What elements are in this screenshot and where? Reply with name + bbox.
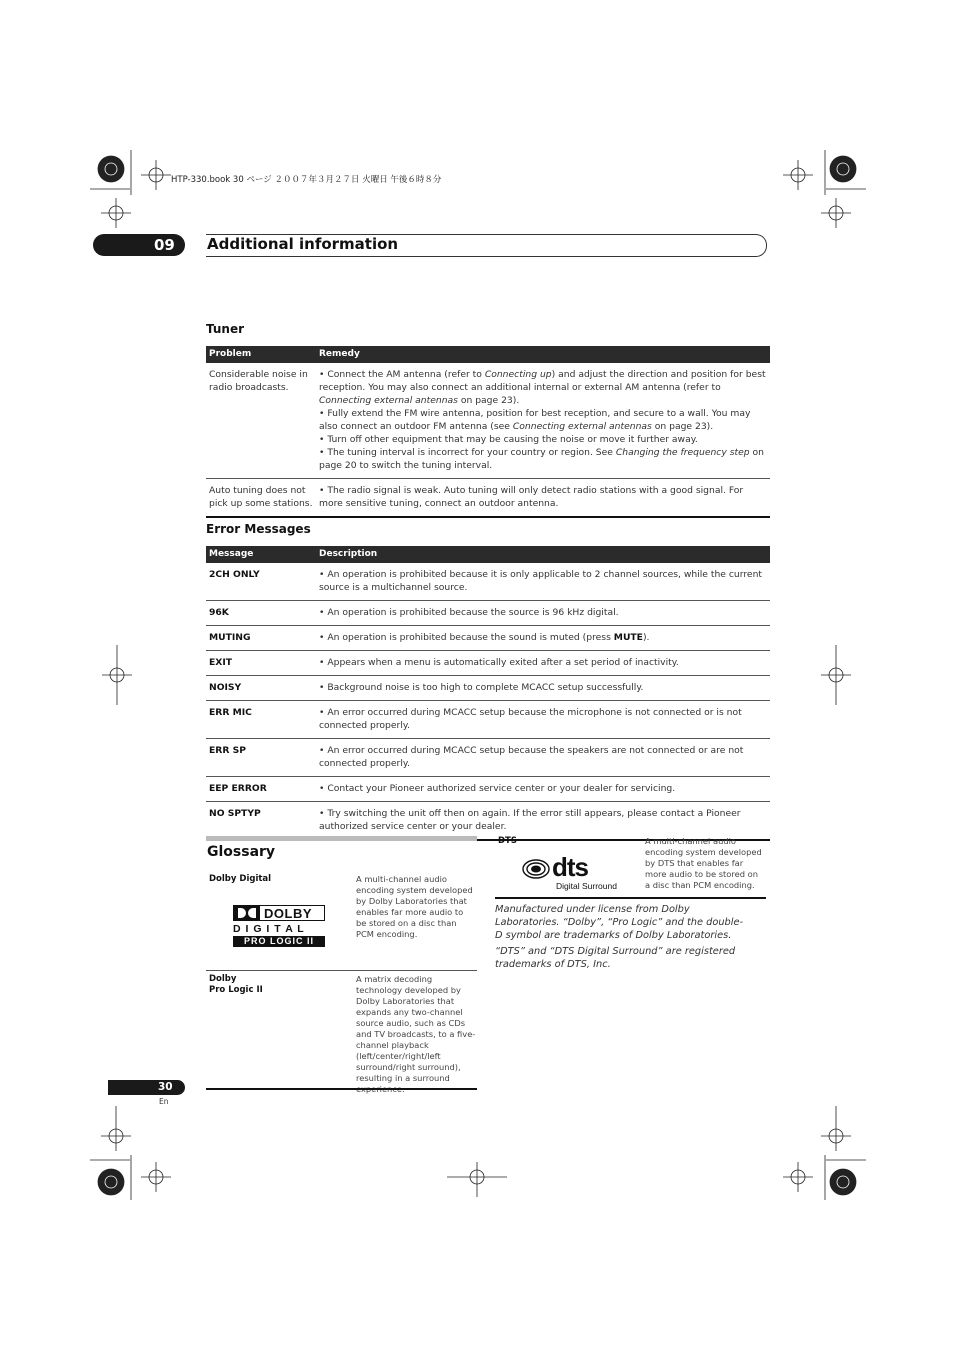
description-cell: • An error occurred during MCACC setup because the microphone is not connected or is not connected properly. [316,701,770,739]
glossary-desc-dolby-digital: A multi-channel audio encoding system developed by Dolby Laboratories that enables far more audio to be stored on a disc than PCM encoding. [356,874,473,939]
tuner-heading: Tuner [206,322,245,336]
glossary-divider [206,970,477,971]
message-cell: NO SPTYP [206,802,316,841]
message-cell: ERR SP [206,739,316,777]
dts-trademark-note: “DTS” and “DTS Digital Surround” are registered trademarks of DTS, Inc. [495,946,736,970]
table-header-row [206,346,770,363]
message-cell: 96K [206,601,316,626]
table-row [206,651,770,676]
column-header-problem: Problem [206,346,316,363]
chapter-number: 09 [154,236,175,254]
error-messages-table [206,546,770,841]
message-cell: EEP ERROR [206,777,316,802]
dolby-digital-logo: DOLBY D I G I T A L PRO LOGIC II [233,905,325,947]
table-row [206,739,770,777]
description-cell: • An operation is prohibited because the source is 96 kHz digital. [316,601,770,626]
description-cell: • Contact your Pioneer authorized service center or your dealer for servicing. [316,777,770,802]
column-header-message: Message [206,546,316,563]
dts-bottom-rule [495,897,766,899]
dts-logo: dts Digital Surround [522,856,622,892]
page-number: 30 [158,1081,173,1093]
description-cell: • Appears when a menu is automatically exited after a set period of inactivity. [316,651,770,676]
table-row [206,626,770,651]
glossary-term-dts: DTS [498,836,517,846]
glossary-term-prologic: Dolby Pro Logic II [209,974,263,995]
table-row [206,802,770,841]
problem-cell: Auto tuning does not pick up some stations. [206,479,316,518]
glossary-bar [206,836,477,841]
error-messages-heading: Error Messages [206,522,311,536]
table-row [206,676,770,701]
remedy-cell: • The radio signal is weak. Auto tuning will only detect radio stations with a good signal. For more sensitive tuning, connect an outdoor antenna. [316,479,770,518]
tuner-table [206,346,770,518]
description-cell: • Try switching the unit off then on again. If the error still appears, please contact a Pioneer authorized service center or your dealer. [316,802,770,841]
table-row [206,601,770,626]
dolby-trademark-note: Manufactured under license from Dolby Laboratories. “Dolby”, “Pro Logic” and the double-D symbol are trademarks of Dolby Laboratories. [495,904,744,941]
message-cell: NOISY [206,676,316,701]
column-header-description: Description [316,546,770,563]
page-language: En [159,1097,169,1106]
remedy-cell: • Connect the AM antenna (refer to Connecting up) and adjust the direction and position for best reception. You may also connect an additional internal or external AM antenna (refer to Connecting external antennas on page 23). • Fully extend the FM wire antenna, position for best reception, and secure to a wall. You may also connect an outdoor FM antenna (see Connecting external antennas on page 23). • Turn off other equipment that may be causing the noise or move it further away. • The tuning interval is incorrect for your country or region. See Changing the frequency step on page 20 to switch the tuning interval. [316,363,770,479]
table-row [206,479,770,518]
glossary-term-dolby-digital: Dolby Digital [209,874,272,884]
problem-cell: Considerable noise in radio broadcasts. [206,363,316,479]
table-row [206,563,770,601]
page-number-badge [108,1080,185,1095]
glossary-bottom-rule [206,1088,477,1090]
table-row [206,363,770,479]
message-cell: EXIT [206,651,316,676]
chapter-title: Additional information [207,235,399,253]
dts-wave-icon [522,858,556,880]
glossary-desc-prologic: A matrix decoding technology developed by Dolby Laboratories that expands any two-channel source audio, such as CDs and TV broadcasts, to a five-channel playback (left/center/right/left surround/right surround), resulting in a surround experience. [356,974,476,1094]
column-header-remedy: Remedy [316,346,770,363]
description-cell: • Background noise is too high to complete MCACC setup successfully. [316,676,770,701]
glossary-heading: Glossary [207,844,276,860]
message-cell: 2CH ONLY [206,563,316,601]
message-cell: MUTING [206,626,316,651]
message-cell: ERR MIC [206,701,316,739]
table-row [206,777,770,802]
description-cell: • An operation is prohibited because the sound is muted (press MUTE). [316,626,770,651]
table-row [206,701,770,739]
description-cell: • An operation is prohibited because it is only applicable to 2 channel sources, while the current source is a multichannel source. [316,563,770,601]
book-print-header: HTP-330.book 30 ページ ２００７年３月２７日 火曜日 午後６時８分 [171,175,442,185]
description-cell: • An error occurred during MCACC setup because the speakers are not connected or are not connected properly. [316,739,770,777]
glossary-desc-dts: A multi-channel audio encoding system developed by DTS that enables far more audio to be stored on a disc than PCM encoding. [645,836,762,890]
table-header-row [206,546,770,563]
